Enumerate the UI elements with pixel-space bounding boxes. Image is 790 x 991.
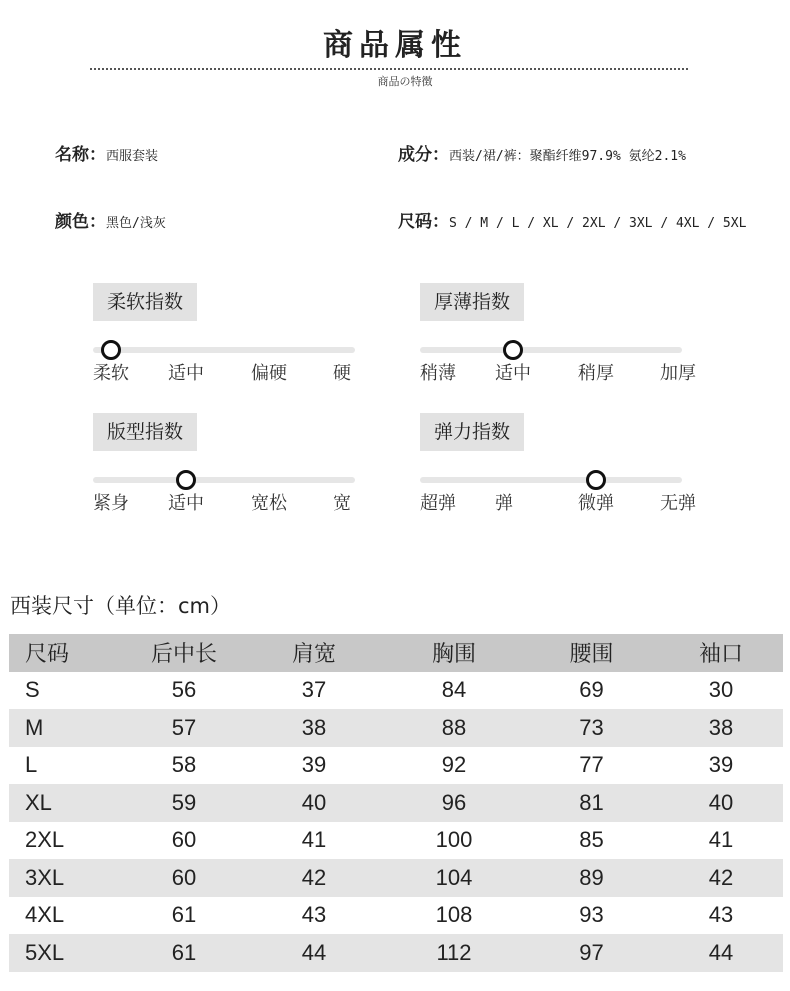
table-cell: 43 [708,902,734,928]
table-row [9,897,783,935]
table-cell: 41 [708,827,734,853]
attr-name-value: 西服套装 [106,149,159,164]
table-cell: 4XL [25,902,65,928]
index-label: 宽 [333,493,351,514]
attr-composition-label: 成分： [398,145,449,165]
table-cell: S [25,677,40,703]
table-row [9,859,783,897]
index-label: 无弹 [660,493,696,514]
index-label: 柔软 [93,363,129,384]
index-knob [101,340,121,360]
table-cell: 60 [124,859,244,897]
table-cell: 41 [301,827,327,853]
attr-color [55,207,166,232]
table-cell: 44 [244,934,384,972]
table-cell: 69 [579,677,604,703]
table-cell: 85 [579,827,604,853]
size-table-header-cell: 尺码 [9,634,124,672]
table-cell: 40 [659,784,783,822]
table-cell: L [25,752,38,778]
table-cell: 73 [524,709,659,747]
index-knob [586,470,606,490]
table-cell: XL [9,784,124,822]
page-subtitle: 商品の特徴 [377,75,433,88]
table-cell: 108 [435,902,473,928]
index-track [93,477,355,483]
table-row [9,747,783,785]
dotted-divider [90,68,688,70]
attr-size [398,207,746,232]
size-table-header-cell: 腰围 [524,634,659,672]
index-label: 稍厚 [578,363,614,384]
index-track [93,347,355,353]
table-cell: 60 [171,827,197,853]
table-cell: 2XL [25,827,65,853]
table-row [9,934,783,972]
table-cell: 58 [171,752,197,778]
table-cell: 38 [659,709,783,747]
size-table-header [9,634,783,672]
table-cell: 56 [171,677,197,703]
table-cell: 92 [441,752,467,778]
index-label: 硬 [333,363,351,384]
table-cell: 38 [244,709,384,747]
attr-composition-value: 西装/裙/裤：聚酯纤维97.9% 氨纶2.1% [449,149,686,164]
table-cell: 81 [524,784,659,822]
index-title: 柔软指数 [93,283,197,321]
table-cell: 5XL [9,934,124,972]
index-label: 宽松 [251,493,287,514]
table-row [9,822,783,860]
index-label: 偏硬 [251,363,287,384]
attr-size-label: 尺码： [398,212,449,232]
table-cell: 97 [524,934,659,972]
table-cell: 61 [171,902,197,928]
table-cell: 43 [301,902,327,928]
table-cell: 100 [435,827,473,853]
attr-name-label: 名称： [55,145,106,165]
table-cell: 42 [244,859,384,897]
table-cell: 59 [124,784,244,822]
table-cell: 88 [384,709,524,747]
table-cell: 96 [384,784,524,822]
table-cell: 93 [579,902,604,928]
index-label: 超弹 [420,493,456,514]
attr-color-value: 黑色/浅灰 [106,216,166,231]
size-table-header-cell: 肩宽 [244,634,384,672]
size-table-title: 西装尺寸（单位：cm） [10,594,232,618]
table-cell: 37 [301,677,327,703]
index-title: 厚薄指数 [420,283,524,321]
index-label: 适中 [168,493,204,514]
table-cell: 39 [301,752,327,778]
table-cell: 77 [579,752,604,778]
index-label: 稍薄 [420,363,456,384]
index-label: 加厚 [660,363,696,384]
table-cell: 112 [384,934,524,972]
index-label: 适中 [168,363,204,384]
index-title: 弹力指数 [420,413,524,451]
table-cell: M [9,709,124,747]
table-cell: 30 [708,677,734,703]
table-cell: 42 [659,859,783,897]
index-label: 适中 [495,363,531,384]
size-table-header-cell: 胸围 [384,634,524,672]
index-knob [503,340,523,360]
table-cell: 40 [244,784,384,822]
index-label: 紧身 [93,493,129,514]
attr-name [55,140,158,165]
table-cell: 57 [124,709,244,747]
table-cell: 3XL [9,859,124,897]
page-title: 商品属性 [323,28,467,63]
table-row [9,672,783,710]
index-label: 微弹 [578,493,614,514]
index-label: 弹 [495,493,513,514]
table-cell: 104 [384,859,524,897]
attr-size-value: S / M / L / XL / 2XL / 3XL / 4XL / 5XL [449,216,747,231]
index-track [420,347,682,353]
size-table [9,634,783,972]
index-title: 版型指数 [93,413,197,451]
table-row [9,784,783,822]
table-cell: 39 [708,752,734,778]
index-track [420,477,682,483]
table-cell: 89 [524,859,659,897]
index-knob [176,470,196,490]
table-row [9,709,783,747]
size-table-header-cell: 后中长 [124,634,244,672]
table-cell: 44 [659,934,783,972]
table-cell: 84 [441,677,467,703]
size-table-header-cell: 袖口 [659,634,783,672]
attr-color-label: 颜色： [55,212,106,232]
attr-composition [398,140,686,165]
table-cell: 61 [124,934,244,972]
